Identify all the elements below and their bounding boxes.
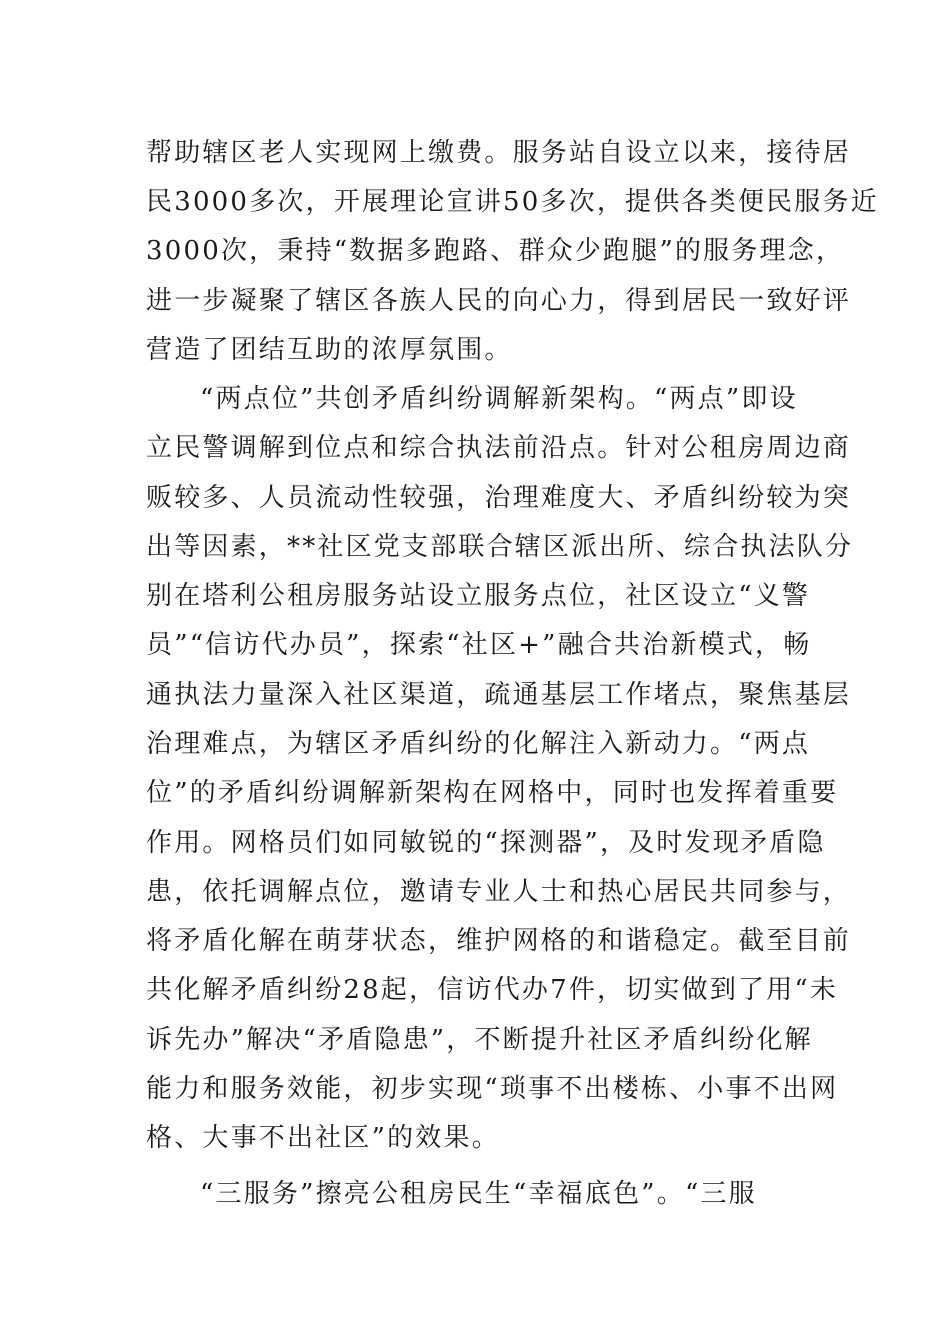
text-line: 3000次，秉持“数据多跑路、群众少跑腿”的服务理念， <box>146 236 845 266</box>
paragraph-heading-line: “两点位”共创矛盾纠纷调解新架构。“两点”即设 <box>200 384 798 414</box>
text-line: 共化解矛盾纠纷28起，信访代办7件，切实做到了用“未 <box>146 975 839 1005</box>
text-line: 诉先办”解决“矛盾隐患”，不断提升社区矛盾纠纷化解 <box>146 1025 813 1055</box>
text-line: 格、大事不出社区”的效果。 <box>146 1123 500 1153</box>
text-line: 能力和服务效能，初步实现“琐事不出楼栋、小事不出网 <box>146 1074 839 1104</box>
text-line: 作用。网格员们如同敏锐的“探测器”，及时发现矛盾隐 <box>146 828 826 858</box>
text-line: 位”的矛盾纠纷调解新架构在网格中，同时也发挥着重要 <box>146 778 839 808</box>
text-line: 别在塔利公租房服务站设立服务点位，社区设立“义警 <box>146 581 811 611</box>
text-line: 治理难点，为辖区矛盾纠纷的化解注入新动力。“两点 <box>146 729 811 759</box>
text-line: 立民警调解到位点和综合执法前沿点。针对公租房周边商 <box>146 433 852 463</box>
text-line: 患，依托调解点位，邀请专业人士和热心居民共同参与， <box>146 877 852 907</box>
text-line: 出等因素，**社区党支部联合辖区派出所、综合执法队分 <box>146 532 854 562</box>
text-line: 民3000多次，开展理论宣讲50多次，提供各类便民服务近 <box>146 187 879 217</box>
text-line: 进一步凝聚了辖区各族人民的向心力，得到居民一致好评 <box>146 286 852 316</box>
text-line: 营造了团结互助的浓厚氛围。 <box>146 335 513 365</box>
text-line: 将矛盾化解在萌芽状态，维护网格的和谐稳定。截至目前 <box>146 926 852 956</box>
text-line: 员”“信访代办员”，探索“社区+”融合共治新模式，畅 <box>146 630 812 660</box>
paragraph-heading-line: “三服务”擦亮公租房民生“幸福底色”。“三服 <box>200 1179 757 1209</box>
text-line: 帮助辖区老人实现网上缴费。服务站自设立以来，接待居 <box>146 138 852 168</box>
text-line: 通执法力量深入社区渠道，疏通基层工作堵点，聚焦基层 <box>146 680 852 710</box>
text-line: 贩较多、人员流动性较强，治理难度大、矛盾纠纷较为突 <box>146 483 852 513</box>
